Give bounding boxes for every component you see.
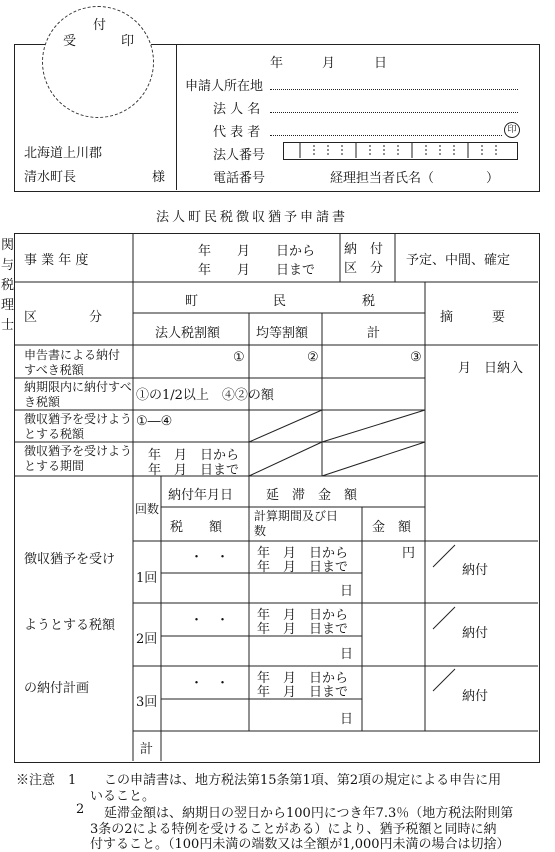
round-1-date[interactable]: ・ ・ [190,550,230,565]
header-amount: 金 額 [372,520,412,535]
round-1-day[interactable]: 日 [340,584,354,599]
header-count: 回数 [134,502,159,516]
form-title: 法人町民税徴収猶予申請書 [156,210,349,225]
round-3-date[interactable]: ・ ・ [190,676,230,691]
corp-number-label: 法人番号 [213,148,266,163]
note-1-line-a: この申請書は、地方税法第15条第1項、第2項の規定による申告に用 [104,773,502,788]
tax-accountant-side-label: 関与税理士 [1,238,15,333]
round-2-day[interactable]: 日 [340,647,354,662]
header-total: 計 [367,326,381,341]
round-3-day[interactable]: 日 [340,712,354,727]
seal-mark: 印 [504,122,520,138]
stamp-label-uke: 受 [63,34,77,49]
round-2-to[interactable]: 年 月 日まで [257,622,349,637]
header-corp-tax: 法人税割額 [155,326,221,341]
header-town: 町 [185,294,199,309]
round-1-to[interactable]: 年 月 日まで [257,560,349,575]
business-year-from[interactable]: 年 月 日から [198,244,316,259]
phone-label: 電話番号 [213,171,266,186]
deferral-tax-c1[interactable]: ①―④ [136,414,173,429]
address-label: 申請人所在地 [185,79,264,94]
declared-remark[interactable]: 月 日納入 [458,361,524,376]
destination-line2: 清水町長 [24,170,77,185]
category-label: 区 分 [24,310,103,325]
declared-c3[interactable]: ③ [410,350,422,365]
note-2-line-c: 付すること。（100円未満の端数又は全額が1,000円未満の場合は切捨） [90,837,510,852]
round-1-label: 1回 [136,571,158,586]
business-year-to[interactable]: 年 月 日まで [198,263,316,278]
corp-name-label: 法 人 名 [213,102,261,117]
declared-c2[interactable]: ② [307,350,319,365]
header-remarks: 摘 要 [440,310,506,325]
plan-label-1: 徴収猶予を受け [24,552,116,567]
deferral-period-to[interactable]: 年 月 日まで [148,463,240,478]
row-declared-tax-label: 申告書による納付すべき税額 [24,348,121,377]
row-due-tax-label: 納期限内に納付すべき税額 [24,380,132,409]
round-1-yen: 円 [402,546,416,561]
note-1-line-b: いること。 [90,789,156,804]
deferral-period-from[interactable]: 年 月 日から [148,448,240,463]
round-1-from[interactable]: 年 月 日から [257,546,349,561]
round-2-paid[interactable]: 納付 [462,626,489,641]
note-head: ※注意 1 [16,773,77,788]
round-1-paid[interactable]: 納付 [462,563,489,578]
round-3-label: 3回 [136,695,158,710]
round-3-to[interactable]: 年 月 日まで [257,685,349,700]
note-2-number: 2 [76,802,85,817]
row-deferral-period-label: 徴収猶予を受けようとする期間 [24,444,133,473]
business-year-label: 事 業 年 度 [24,253,89,268]
header-resident: 民 [273,294,287,309]
round-3-from[interactable]: 年 月 日から [257,671,349,686]
header-pay-date: 納付年月日 [168,488,234,503]
header-tax: 税 [362,294,376,309]
due-tax-c1[interactable]: ①の1/2以上 ④②の額 [136,388,274,403]
destination-suffix: 様 [152,170,166,185]
declared-c1[interactable]: ① [233,350,245,365]
plan-total-label: 計 [140,742,154,757]
note-2-line-a: 延滞金額は、納期日の翌日から100円につき年7.3％（地方税法附則第 [104,806,514,821]
round-2-date[interactable]: ・ ・ [190,613,230,628]
row-deferral-tax-label: 徴収猶予を受けようとする税額 [24,412,133,441]
application-date: 年 月 日 [270,56,388,71]
payment-types[interactable]: 予定、中間、確定 [406,253,511,268]
representative-label: 代 表 者 [213,125,261,140]
round-2-label: 2回 [136,632,158,647]
header-calc-period: 計算期間及び日 数 [254,509,375,538]
round-3-paid[interactable]: 納付 [462,689,489,704]
header-delay: 延 滞 金 額 [266,488,358,503]
destination-line1: 北海道上川郡 [24,146,103,161]
header-tax-amount: 税 額 [170,520,223,535]
payment-category-label: 納 付区 分 [344,242,384,276]
plan-label-3: の納付計画 [24,681,90,696]
stamp-label-in: 印 [121,34,135,49]
header-equal-tax: 均等割額 [256,326,309,341]
accountant-label: 経理担当者氏名（ ） [330,171,500,186]
stamp-label-fu: 付 [93,18,107,33]
round-2-from[interactable]: 年 月 日から [257,608,349,623]
note-2-line-b: 3条の2による特例を受けることがある）により、猶予税額と同時に納 [90,822,497,837]
plan-label-2: ようとする税額 [24,618,116,633]
